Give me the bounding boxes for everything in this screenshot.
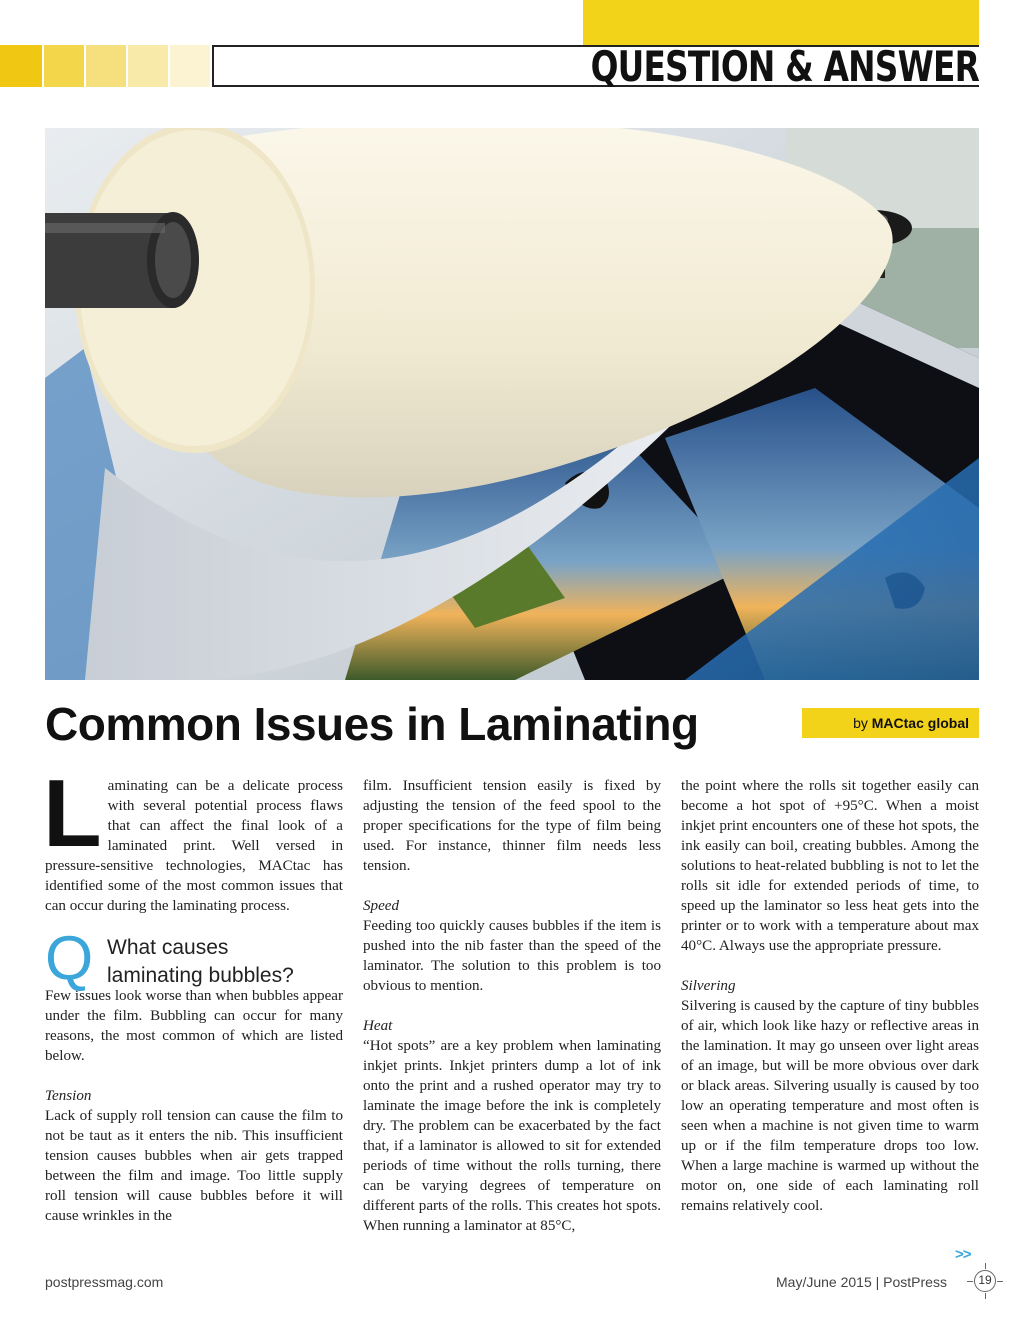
page-number: 19 <box>974 1270 996 1292</box>
silvering-heading: Silvering <box>681 978 736 994</box>
answer-paragraph: Few issues look worse than when bubbles appear under the film. Bubbling can occur for many reasons, the most common of which are listed below. <box>45 988 343 1064</box>
intro-paragraph: aminating can be a delicate process with several potential process flaws that can affect the final look of a laminated print. Well versed in pressure-sensitive technologies, MACtac has identified some of the most common issues that can occur during the laminating process. <box>45 778 343 914</box>
section-title: QUESTION & ANSWER <box>590 42 979 91</box>
header-square <box>128 45 168 87</box>
header-square <box>0 45 42 87</box>
footer-issue: May/June 2015 | PostPress <box>776 1274 947 1290</box>
page-marker-tick <box>967 1281 973 1282</box>
heat-heading: Heat <box>363 1018 393 1034</box>
drop-cap: L <box>43 760 102 867</box>
heat-paragraph-continued: the point where the rolls sit together easily can become a hot spot of +95°C. When a moist inkjet print encounters one of these hot spots, the ink easily can boil, creating bubbles. Among the solutions to heat-related bubbling is not to let the rolls sit idle for extended periods of time, to speed up the laminator so less heat gets into the printer or to work with a temperature about max 40°C. Always use the appropriate pressure. <box>681 778 979 954</box>
silvering-paragraph: Silvering is caused by the capture of tiny bubbles of air, which look like hazy or reflective areas in the lamination. It may go unseen over light areas of an image, but will be more obvious over dark or black areas. Silvering usually is caused by too low an operating temperature and most often is seen when a machine is not given time to warm up or if the film temperature drops too low. When a large machine is warmed up without the motor on, one side of each laminating roll remains relatively cool. <box>681 998 979 1214</box>
heat-paragraph: “Hot spots” are a key problem when laminating inkjet prints. Inkjet printers dump a lot of ink onto the print and a rushed operator may try to laminate the image before the ink is completely dry. The problem can be exacerbated by the fact that, if a laminator is allowed to sit for extended periods of time without the rolls turning, there can be varying degrees of temperature on different parts of the rolls. This creates hot spots. When running a laminator at 85°C, <box>363 1038 661 1234</box>
article-title: Common Issues in Laminating <box>45 698 699 750</box>
byline-prefix: by <box>853 715 868 731</box>
speed-paragraph: Feeding too quickly causes bubbles if the item is pushed into the nib faster than the speed of the laminator. The solution to this problem is too obvious to mention. <box>363 918 661 994</box>
header-square <box>86 45 126 87</box>
header-color-squares <box>0 45 212 87</box>
header-square <box>170 45 210 87</box>
header-yellow-bar <box>583 0 979 45</box>
speed-heading: Speed <box>363 898 400 914</box>
column-2 <box>363 776 661 1236</box>
continued-arrows: >> <box>955 1246 971 1263</box>
column-3 <box>681 776 979 1216</box>
tension-paragraph-continued: film. Insufficient tension easily is fixed by adjusting the tension of the feed spool to the proper specifications for the type of film being used. For instance, thinner film needs less tension. <box>363 778 661 874</box>
question-block <box>45 924 343 993</box>
page-marker-tick <box>985 1263 986 1269</box>
hero-image <box>45 128 979 680</box>
question-line-2: laminating bubbles? <box>107 964 294 987</box>
byline-author: MACtac global <box>871 715 969 731</box>
footer-website: postpressmag.com <box>45 1274 164 1290</box>
column-1 <box>43 760 343 1226</box>
page-marker-tick <box>997 1281 1003 1282</box>
tension-heading: Tension <box>45 1088 92 1104</box>
question-mark-letter: Q <box>45 924 94 993</box>
header-square <box>44 45 84 87</box>
byline <box>802 708 979 738</box>
tension-paragraph: Lack of supply roll tension can cause the film to not be taut as it enters the nib. This insufficient tension causes bubbles when air gets trapped between the film and image. Too little supply roll tension will cause bubbles before it will cause wrinkles in the <box>45 1108 343 1224</box>
question-heading <box>107 934 294 990</box>
laminator-photo <box>45 128 979 680</box>
page-marker-tick <box>985 1293 986 1299</box>
question-line-1: What causes <box>107 936 229 959</box>
